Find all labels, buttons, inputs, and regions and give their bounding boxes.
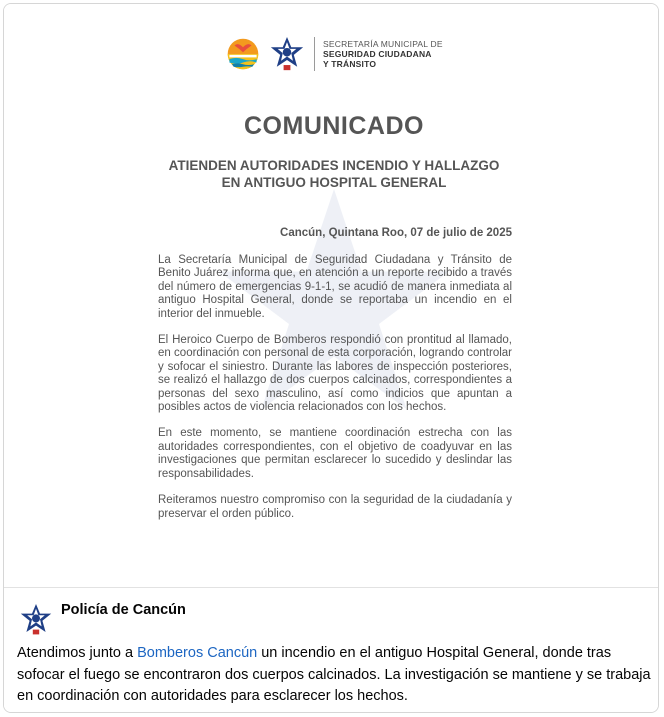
- post-text-start: Atendimos junto a: [17, 645, 138, 661]
- agency-name: [323, 39, 443, 69]
- agency-line-3: Y TRÁNSITO: [323, 59, 377, 69]
- dateline: Cancún, Quintana Roo, 07 de julio de 2025: [280, 227, 512, 239]
- post-text-end: un incendio en el antiguo Hospital General, donde tras sofocar el fuego se encontraron dos cuerpos calcinados. La investigación se mantiene y se trabaja en coordinación con autoridades para esclarecer los hechos.: [17, 645, 651, 704]
- press-release-image[interactable]: [4, 4, 659, 588]
- headline: COMUNICADO: [244, 112, 424, 140]
- subheadline: [4, 157, 659, 191]
- subhead-line-1: ATIENDEN AUTORIDADES INCENDIO Y HALLAZGO: [168, 158, 500, 173]
- agency-logos: [226, 34, 443, 74]
- police-avatar-icon[interactable]: [20, 603, 52, 637]
- agency-line-1: SECRETARÍA MUNICIPAL DE: [323, 39, 443, 49]
- post-footer: [4, 589, 659, 713]
- agency-line-2: SEGURIDAD CIUDADANA: [323, 49, 432, 59]
- page-name-link[interactable]: Policía de Cancún: [61, 602, 186, 618]
- logo-divider: [314, 37, 315, 71]
- subhead-line-2: EN ANTIGUO HOSPITAL GENERAL: [221, 175, 447, 190]
- post-text: [17, 643, 653, 708]
- paragraph-4: Reiteramos nuestro compromiso con la seguridad de la ciudadanía y preservar el orden público.: [158, 494, 512, 520]
- cancun-sun-logo-icon: [226, 37, 260, 71]
- paragraph-2: El Heroico Cuerpo de Bomberos respondió con prontitud al llamado, en coordinación con personal de esta corporación, logrando controlar y sofocar el siniestro. Durante las labores de inspección posteriores, se realizó el hallazgo de dos cuerpos calcinados, correspondientes a personas del sexo masculino, así como indicios que apuntan a posibles actos de violencia relacionados con los hechos.: [158, 334, 512, 414]
- paragraph-3: En este momento, se mantiene coordinación estrecha con las autoridades correspondientes, con el objetivo de coadyuvar en las investigaciones que permitan esclarecer lo sucedido y deslindar las responsabilidades.: [158, 427, 512, 480]
- mention-link[interactable]: Bomberos Cancún: [137, 645, 258, 661]
- post-card: [3, 3, 659, 713]
- police-star-badge-icon: [270, 36, 304, 72]
- release-body: [158, 254, 512, 534]
- paragraph-1: La Secretaría Municipal de Seguridad Ciudadana y Tránsito de Benito Juárez informa que, en atención a un reporte recibido a través del número de emergencias 9-1-1, se acudió de manera inmediata al antiguo Hospital General, donde se reportaba un incendio en el interior del inmueble.: [158, 254, 512, 320]
